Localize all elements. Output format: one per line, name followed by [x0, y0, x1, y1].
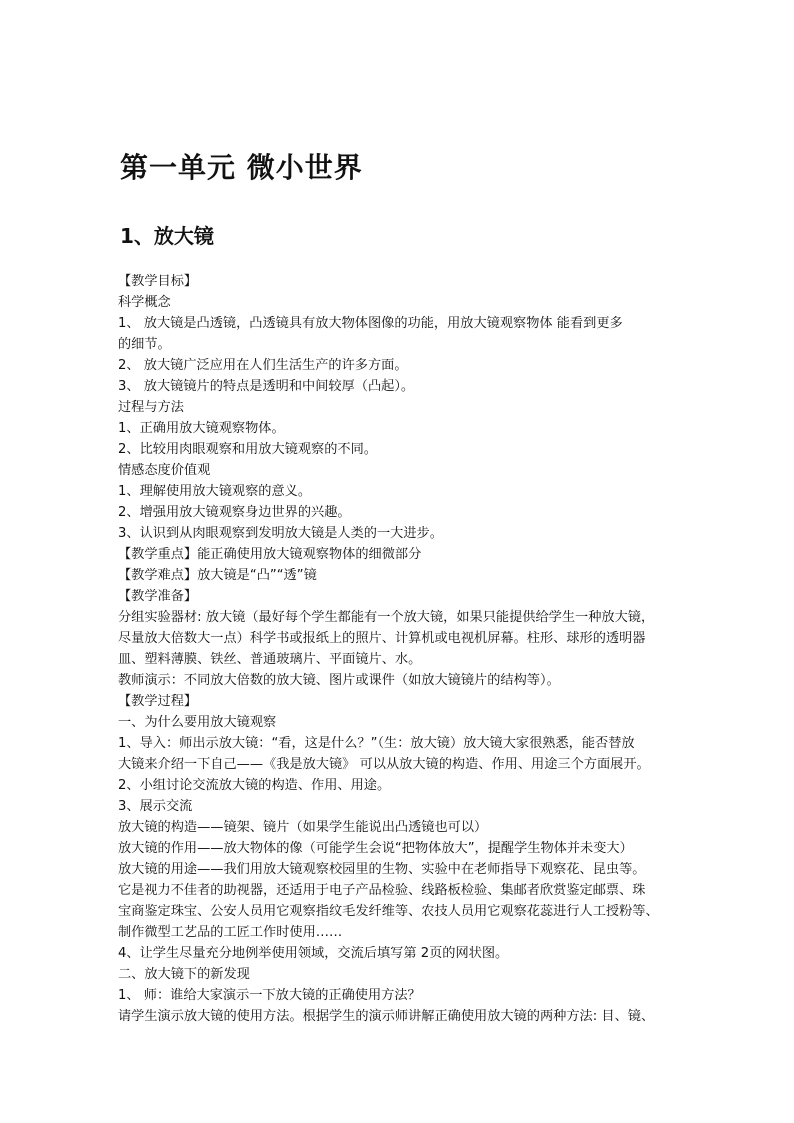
- text-line: 情感态度价值观: [118, 463, 211, 478]
- text-line: 3、展示交流: [118, 799, 193, 814]
- text-line: 请学生演示放大镜的使用方法。根据学生的演示师讲解正确使用放大镜的两种方法: 目、镜、: [118, 1009, 655, 1024]
- text-line: 尽量放大倍数大一点）科学书或报纸上的照片、计算机或电视机屏幕。柱形、球形的透明器: [118, 631, 646, 646]
- text-line: 【教学难点】放大镜是“凸”“透”镜: [118, 568, 317, 583]
- text-line: 【教学重点】能正确使用放大镜观察物体的细微部分: [118, 547, 422, 562]
- text-line: 1、 放大镜是凸透镜，凸透镜具有放大物体图像的功能，用放大镜观察物体 能看到更多: [118, 316, 623, 331]
- unit-title: 第一单元 微小世界: [120, 151, 363, 184]
- text-line: 分组实验器材: 放大镜（最好每个学生都能有一个放大镜，如果只能提供给学生一种放大镜，: [118, 610, 655, 625]
- text-line: 它是视力不佳者的助视器，还适用于电子产品检验、线路板检验、集邮者欣赏鉴定邮票、珠: [118, 883, 646, 898]
- text-line: 2、小组讨论交流放大镜的构造、作用、用途。: [118, 778, 391, 793]
- text-line: 2、增强用放大镜观察身边世界的兴趣。: [118, 505, 351, 520]
- lesson-title: 1、放大镜: [120, 224, 214, 248]
- text-line: 1、正确用放大镜观察物体。: [118, 421, 285, 436]
- text-line: 的细节。: [118, 337, 171, 352]
- text-line: 4、让学生尽量充分地例举使用领域，交流后填写第 2页的网状图。: [118, 946, 509, 961]
- text-line: 制作微型工艺品的工匠工作时使用……: [118, 925, 343, 940]
- text-line: 3、认识到从肉眼观察到发明放大镜是人类的一大进步。: [118, 526, 443, 541]
- text-line: 【教学过程】: [118, 694, 198, 709]
- text-line: 1、导入：师出示放大镜：“看，这是什么？”（生：放大镜）放大镜大家很熟悉，能否替放: [118, 736, 635, 751]
- text-line: 【教学目标】: [118, 274, 198, 289]
- text-line: 大镜来介绍一下自己——《我是放大镜》 可以从放大镜的构造、作用、用途三个方面展开。: [118, 757, 650, 772]
- text-line: 宝商鉴定珠宝、公安人员用它观察指纹毛发纤维等、农技人员用它观察花蕊进行人工授粉等、: [118, 904, 659, 919]
- text-line: 放大镜的作用——放大物体的像（可能学生会说“把物体放大”，提醒学生物体并未变大）: [118, 841, 633, 856]
- text-line: 1、 师：谁给大家演示一下放大镜的正确使用方法？: [118, 988, 421, 1003]
- text-line: 【教学准备】: [118, 589, 198, 604]
- lesson-body: [118, 271, 678, 1027]
- text-line: 皿、塑料薄膜、铁丝、普通玻璃片、平面镜片、水。: [118, 652, 422, 667]
- text-line: 二、放大镜下的新发现: [118, 967, 250, 982]
- text-line: 放大镜的构造——镜架、镜片（如果学生能说出凸透镜也可以）: [118, 820, 488, 835]
- text-line: 教师演示：不同放大倍数的放大镜、图片或课件（如放大镜镜片的结构等）。: [118, 673, 560, 688]
- text-line: 科学概念: [118, 295, 171, 310]
- text-line: 3、 放大镜镜片的特点是透明和中间较厚（凸起）。: [118, 379, 415, 394]
- text-line: 2、比较用肉眼观察和用放大镜观察的不同。: [118, 442, 377, 457]
- text-line: 一、为什么要用放大镜观察: [118, 715, 277, 730]
- text-line: 1、理解使用放大镜观察的意义。: [118, 484, 312, 499]
- text-line: 放大镜的用途——我们用放大镜观察校园里的生物、实验中在老师指导下观察花、昆虫等。: [118, 862, 646, 877]
- text-line: 过程与方法: [118, 400, 184, 415]
- text-line: 2、 放大镜广泛应用在人们生活生产的许多方面。: [118, 358, 408, 373]
